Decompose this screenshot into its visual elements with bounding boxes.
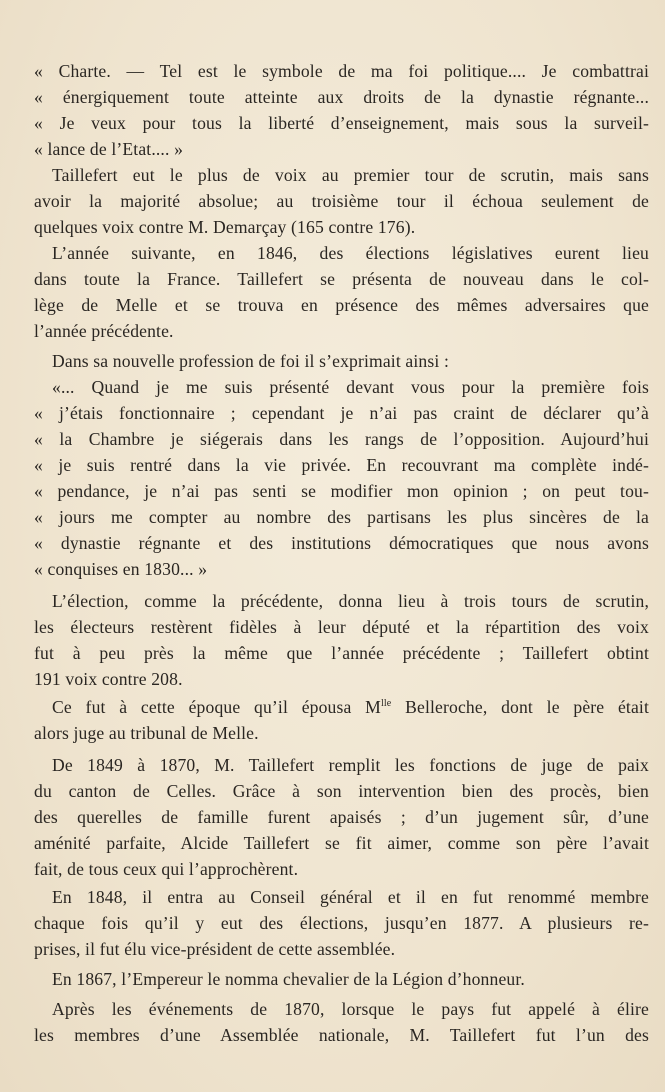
line-text: fait, de tous ceux qui l’approchèrent.: [34, 859, 299, 879]
line-text-continued: Belleroche, dont le père était: [391, 697, 649, 717]
text-line: [34, 292, 649, 318]
line-text: De 1849 à 1870, M. Taillefert remplit les fonctions de juge de paix: [52, 755, 649, 775]
text-line: [34, 188, 649, 214]
superscript-abbreviation: lle: [380, 698, 392, 709]
text-line: [34, 996, 649, 1022]
line-text: chaque fois qu’il y eut des élections, jusqu’en 1877. A plusieurs re-: [34, 913, 649, 933]
line-text: « conquises en 1830... »: [34, 559, 208, 579]
line-text: dans toute la France. Taillefert se présenta de nouveau dans le col-: [34, 269, 649, 289]
text-line: [34, 504, 649, 530]
line-text: lège de Melle et se trouva en présence des mêmes adversaires que: [34, 295, 649, 315]
line-text: « jours me compter au nombre des partisans les plus sincères de la: [34, 507, 649, 527]
text-line: [34, 266, 649, 292]
line-text: « j’étais fonctionnaire ; cependant je n’ai pas craint de déclarer qu’à: [34, 403, 649, 423]
text-line: [34, 136, 649, 162]
line-text: « énergiquement toute atteinte aux droits de la dynastie régnante...: [34, 87, 649, 107]
line-text: «... Quand je me suis présenté devant vous pour la première fois: [52, 377, 649, 397]
line-text: « dynastie régnante et des institutions démocratiques que nous avons: [34, 533, 649, 553]
text-line: [34, 614, 649, 640]
line-text: L’élection, comme la précédente, donna lieu à trois tours de scrutin,: [52, 591, 649, 611]
line-text: En 1848, il entra au Conseil général et il en fut renommé membre: [52, 887, 649, 907]
text-line: [34, 936, 649, 962]
line-text: En 1867, l’Empereur le nomma chevalier de la Légion d’honneur.: [52, 969, 525, 989]
text-line: [34, 374, 649, 400]
text-line: [34, 478, 649, 504]
line-text: avoir la majorité absolue; au troisième tour il échoua seulement de: [34, 191, 649, 211]
text-line: [34, 530, 649, 556]
line-text: « pendance, je n’ai pas senti se modifier mon opinion ; on peut tou-: [34, 481, 649, 501]
text-line: [34, 666, 649, 692]
line-text: alors juge au tribunal de Melle.: [34, 723, 259, 743]
line-text: Ce fut à cette époque qu’il épousa M: [52, 697, 381, 717]
line-text: Dans sa nouvelle profession de foi il s’exprimait ainsi :: [52, 351, 449, 371]
text-line: [34, 400, 649, 426]
text-line: [34, 240, 649, 266]
text-line: [34, 318, 649, 344]
text-line: [34, 640, 649, 666]
text-line: [34, 426, 649, 452]
line-text: l’année précédente.: [34, 321, 174, 341]
text-line: [34, 720, 649, 746]
text-line: [34, 966, 649, 992]
line-text: les électeurs restèrent fidèles à leur député et la répartition des voix: [34, 617, 649, 637]
line-text: les membres d’une Assemblée nationale, M. Taillefert fut l’un des: [34, 1025, 649, 1045]
text-line: [34, 348, 649, 374]
text-line: [34, 884, 649, 910]
text-line: [34, 84, 649, 110]
text-line: [34, 910, 649, 936]
text-line: [34, 856, 649, 882]
line-text: « la Chambre je siégerais dans les rangs de l’opposition. Aujourd’hui: [34, 429, 649, 449]
line-text: prises, il fut élu vice-président de cette assemblée.: [34, 939, 396, 959]
line-text: fut à peu près la même que l’année précédente ; Taillefert obtint: [34, 643, 649, 663]
line-text: Taillefert eut le plus de voix au premier tour de scrutin, mais sans: [52, 165, 649, 185]
text-line: [34, 752, 649, 778]
line-text: L’année suivante, en 1846, des élections législatives eurent lieu: [52, 243, 649, 263]
line-text: aménité parfaite, Alcide Taillefert se fit aimer, comme son père l’avait: [34, 833, 649, 853]
line-text: « je suis rentré dans la vie privée. En recouvrant ma complète indé-: [34, 455, 649, 475]
text-line: [34, 556, 649, 582]
text-line: [34, 452, 649, 478]
text-line: [34, 804, 649, 830]
line-text: « Charte. — Tel est le symbole de ma foi politique.... Je combattrai: [34, 61, 649, 81]
text-line: [34, 588, 649, 614]
line-text: Après les événements de 1870, lorsque le pays fut appelé à élire: [52, 999, 649, 1019]
line-text: du canton de Celles. Grâce à son intervention bien des procès, bien: [34, 781, 649, 801]
line-text: « lance de l’Etat.... »: [34, 139, 184, 159]
text-line: [34, 214, 649, 240]
text-line: [34, 830, 649, 856]
text-line: [34, 694, 649, 720]
text-line: [34, 1022, 649, 1048]
text-line: [34, 110, 649, 136]
line-text: 191 voix contre 208.: [34, 669, 183, 689]
line-text: des querelles de famille furent apaisés ; d’un jugement sûr, d’une: [34, 807, 649, 827]
line-text: « Je veux pour tous la liberté d’enseignement, mais sous la surveil-: [34, 113, 649, 133]
text-line: [34, 778, 649, 804]
text-line: [34, 58, 649, 84]
text-line: [34, 162, 649, 188]
line-text: quelques voix contre M. Demarçay (165 contre 176).: [34, 217, 416, 237]
